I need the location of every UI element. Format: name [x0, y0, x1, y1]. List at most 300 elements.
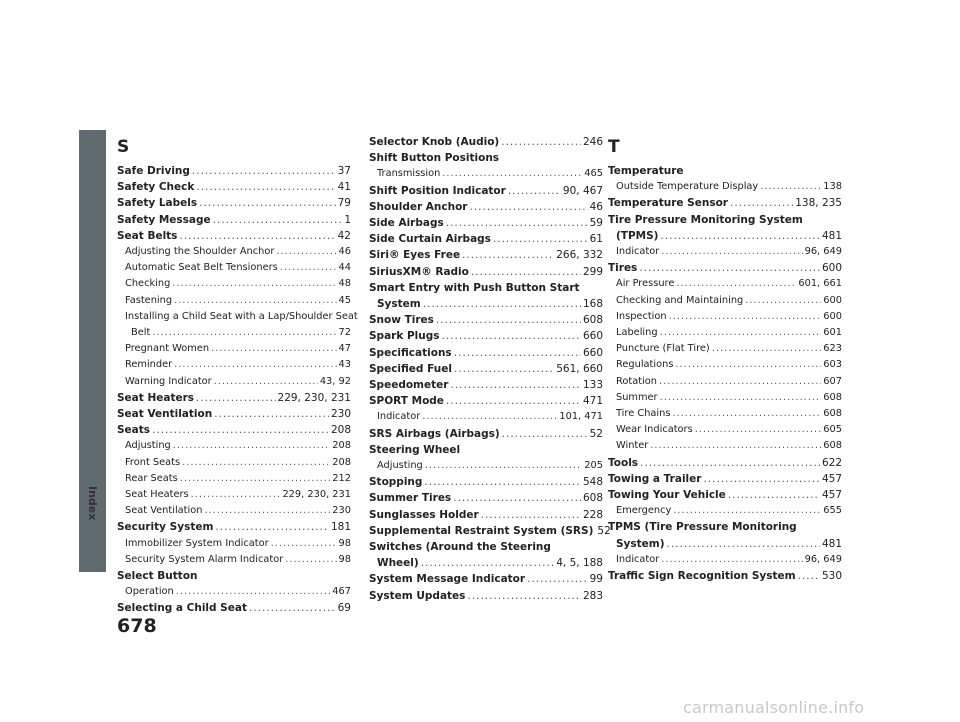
index-entry[interactable]	[369, 166, 603, 182]
index-entry-term: Air Pressure	[616, 278, 675, 290]
index-entry-term: Summer	[616, 391, 658, 403]
index-entry[interactable]	[608, 374, 842, 390]
dot-leader	[213, 212, 343, 228]
dot-leader	[425, 458, 583, 474]
entry-list	[369, 134, 611, 604]
index-entry-term: Select Button	[117, 570, 198, 583]
index-entry-term: Towing a Trailer	[608, 472, 702, 485]
index-entry[interactable]	[608, 341, 842, 357]
index-entry-term: Reminder	[125, 359, 173, 371]
index-column-2	[369, 134, 611, 604]
section-letter-s: S	[117, 137, 130, 157]
index-entry-term: Regulations	[616, 359, 674, 371]
index-entry[interactable]	[117, 536, 351, 552]
index-entry-term: Wear Indicators	[616, 424, 693, 436]
index-entry-term: Seat Heaters	[117, 391, 195, 404]
dot-leader	[659, 374, 821, 390]
dot-leader	[214, 406, 329, 422]
index-entry-term: Temperature Sensor	[608, 197, 728, 210]
index-entry-term: Puncture (Flat Tire)	[616, 343, 710, 355]
index-entry-pages: 608	[823, 391, 842, 403]
index-entry-pages: 608	[582, 492, 603, 505]
index-entry[interactable]	[369, 280, 603, 296]
index-entry[interactable]	[369, 247, 603, 263]
dot-leader	[152, 325, 336, 341]
index-entry[interactable]	[117, 179, 351, 195]
index-entry[interactable]	[369, 523, 611, 539]
index-entry[interactable]	[117, 503, 351, 519]
dot-leader	[182, 455, 330, 471]
dot-leader	[446, 215, 588, 231]
dot-leader	[462, 247, 554, 263]
index-entry-term: SRS Airbags (Airbags)	[369, 427, 500, 440]
index-entry[interactable]	[608, 519, 842, 535]
index-entry[interactable]	[608, 552, 842, 568]
dot-leader	[215, 519, 329, 535]
index-entry[interactable]	[608, 244, 842, 260]
index-entry-pages: 246	[582, 136, 603, 148]
index-entry-term: TPMS (Tire Pressure Monitoring	[608, 521, 797, 534]
index-entry-term: Security System Alarm Indicator	[125, 553, 284, 565]
dot-leader	[728, 487, 820, 503]
index-entry-pages: 548	[582, 476, 603, 489]
index-entry-pages: 79	[337, 197, 351, 210]
index-entry[interactable]	[608, 487, 842, 503]
index-entry[interactable]	[117, 341, 351, 357]
index-entry-term: Safe Driving	[117, 165, 190, 177]
dot-leader	[703, 471, 820, 487]
index-entry-term: Indicator	[616, 246, 660, 258]
index-entry[interactable]	[117, 309, 358, 325]
dot-leader	[508, 183, 561, 199]
index-entry-term: Seats	[117, 424, 151, 437]
dot-leader	[204, 503, 330, 519]
index-entry[interactable]	[369, 377, 603, 393]
index-entry[interactable]	[608, 471, 842, 487]
dot-leader	[501, 134, 581, 150]
index-entry-term: Steering Wheel	[369, 443, 461, 456]
index-entry[interactable]	[369, 442, 603, 458]
index-entry-pages: 608	[823, 408, 842, 420]
index-entry[interactable]	[117, 390, 351, 406]
index-entry[interactable]	[608, 536, 842, 552]
dot-leader	[442, 328, 581, 344]
dot-leader	[211, 341, 336, 357]
index-entry-term: Indicator	[377, 411, 421, 423]
dot-leader	[669, 309, 822, 325]
index-entry-term: Smart Entry with Push Button Start	[369, 281, 580, 294]
index-entry-term: Tools	[608, 456, 639, 469]
index-entry-term: Belt	[131, 327, 151, 339]
dot-leader	[660, 228, 819, 244]
dot-leader	[172, 276, 336, 292]
index-entry-term: (TPMS)	[616, 229, 659, 242]
index-entry-term: Adjusting	[125, 440, 171, 452]
index-entry-pages: 561, 660	[556, 362, 603, 375]
index-entry[interactable]	[608, 503, 842, 519]
index-entry-pages: 600	[823, 310, 842, 322]
index-entry[interactable]	[608, 212, 842, 228]
dot-leader	[672, 406, 821, 422]
index-entry-term: Pregnant Women	[125, 343, 210, 355]
index-entry[interactable]	[117, 374, 351, 390]
index-entry-pages: 1	[344, 213, 351, 226]
index-entry[interactable]	[117, 487, 351, 503]
index-entry-term: Supplemental Restraint System (SRS)	[369, 524, 594, 537]
index-entry-term: Snow Tires	[369, 314, 434, 327]
index-entry-term: Sunglasses Holder	[369, 508, 479, 521]
dot-leader	[191, 487, 281, 503]
index-entry[interactable]	[608, 228, 842, 244]
index-entry-term: Switches (Around the Steering	[369, 541, 551, 554]
index-entry-pages: 43	[338, 359, 351, 371]
index-entry-pages: 607	[823, 375, 842, 387]
index-entry[interactable]	[608, 179, 842, 195]
index-entry-term: Summer Tires	[369, 492, 452, 505]
index-entry-term: Safety Message	[117, 213, 211, 226]
index-entry-term: Emergency	[616, 505, 672, 517]
index-entry-pages: 283	[582, 589, 603, 602]
dot-leader	[527, 571, 588, 587]
index-entry-term: Traffic Sign Recognition System	[608, 570, 796, 583]
index-entry-pages: 600	[823, 294, 842, 306]
index-entry-term: Tires	[608, 262, 638, 275]
index-entry[interactable]	[369, 539, 603, 555]
index-entry-pages: 660	[582, 346, 603, 359]
index-entry-pages: 229, 230, 231	[282, 489, 351, 501]
dot-leader	[179, 228, 335, 244]
index-entry-pages: 69	[337, 602, 351, 615]
index-entry-pages: 481	[821, 537, 842, 550]
dot-leader	[667, 536, 820, 552]
dot-leader	[192, 163, 336, 179]
index-column-3	[608, 134, 842, 584]
dot-leader	[745, 293, 821, 309]
index-entry-term: Tire Chains	[616, 408, 671, 420]
index-entry-term: Inspection	[616, 310, 667, 322]
dot-leader	[176, 584, 331, 600]
index-entry[interactable]	[117, 422, 351, 438]
index-entry-pages: 168	[582, 298, 603, 311]
index-entry[interactable]	[369, 490, 603, 506]
dot-leader	[424, 474, 581, 490]
dot-leader	[249, 600, 336, 616]
index-entry-term: Seat Ventilation	[125, 505, 203, 517]
index-entry-term: System	[377, 298, 421, 311]
dot-leader	[196, 179, 335, 195]
index-entry[interactable]	[117, 406, 351, 422]
dot-leader	[196, 390, 276, 406]
index-entry[interactable]	[608, 195, 842, 211]
index-entry-pages: 48	[338, 278, 351, 290]
index-entry-term: Seat Ventilation	[117, 408, 213, 421]
section-letter-t: T	[608, 137, 620, 157]
index-entry-term: Checking and Maintaining	[616, 294, 744, 306]
index-entry-pages: 52	[589, 427, 603, 440]
index-entry[interactable]	[117, 212, 351, 228]
index-entry-term: Security System	[117, 521, 214, 534]
index-entry-term: SPORT Mode	[369, 395, 444, 408]
dot-leader	[214, 374, 318, 390]
index-entry[interactable]	[608, 390, 842, 406]
watermark-text: carmanualsonline.info	[683, 698, 865, 717]
index-entry-term: Rotation	[616, 375, 657, 387]
dot-leader	[276, 244, 336, 260]
entry-list	[608, 163, 842, 584]
index-entry[interactable]	[369, 507, 603, 523]
index-entry-pages: 47	[338, 343, 351, 355]
dot-leader	[285, 552, 336, 568]
index-entry-pages: 266, 332	[556, 249, 603, 262]
entry-list	[117, 163, 358, 617]
index-entry-pages: 42	[337, 229, 351, 242]
index-entry-pages: 72	[338, 327, 351, 339]
index-entry[interactable]	[117, 552, 351, 568]
index-entry[interactable]	[369, 409, 603, 425]
index-entry-term: Safety Check	[117, 181, 195, 194]
index-entry-pages: 46	[589, 200, 603, 213]
index-entry[interactable]	[608, 325, 842, 341]
index-entry-pages: 37	[337, 165, 351, 177]
index-entry-pages: 212	[332, 472, 351, 484]
index-entry-term: System)	[616, 537, 665, 550]
dot-leader	[640, 455, 820, 471]
index-entry[interactable]	[117, 276, 351, 292]
index-entry-term: Adjusting	[377, 460, 423, 472]
index-entry-term: Transmission	[377, 168, 441, 180]
index-entry-pages: 133	[582, 379, 603, 392]
index-entry-term: Shoulder Anchor	[369, 200, 468, 213]
dot-leader	[174, 293, 336, 309]
index-entry-term: Labeling	[616, 327, 658, 339]
index-entry[interactable]	[369, 571, 603, 587]
index-entry-term: Seat Belts	[117, 229, 178, 242]
index-entry-pages: 208	[332, 440, 351, 452]
index-entry-term: SiriusXM® Radio	[369, 265, 469, 278]
dot-leader	[422, 409, 557, 425]
index-entry-term: Selecting a Child Seat	[117, 602, 247, 615]
index-entry[interactable]	[117, 455, 351, 471]
index-entry-term: Selector Knob (Audio)	[369, 136, 500, 148]
dot-leader	[661, 244, 802, 260]
index-entry[interactable]	[608, 422, 842, 438]
index-entry[interactable]	[117, 519, 351, 535]
index-entry-term: Immobilizer System Indicator	[125, 537, 269, 549]
dot-leader	[695, 422, 822, 438]
index-entry-term: Wheel)	[377, 557, 419, 570]
index-entry-term: Towing Your Vehicle	[608, 489, 726, 502]
index-entry[interactable]	[117, 325, 351, 341]
index-entry-term: Side Airbags	[369, 217, 444, 230]
index-entry-term: Side Curtain Airbags	[369, 233, 491, 246]
index-entry-term: Outside Temperature Display	[616, 181, 759, 193]
index-entry-pages: 45	[338, 294, 351, 306]
index-entry-pages: 299	[582, 265, 603, 278]
index-entry[interactable]	[608, 455, 842, 471]
index-entry-pages: 601	[823, 327, 842, 339]
index-entry-pages: 99	[589, 573, 603, 586]
index-entry[interactable]	[369, 458, 603, 474]
dot-leader	[450, 377, 581, 393]
index-entry[interactable]	[369, 264, 603, 280]
index-entry[interactable]	[608, 276, 842, 292]
index-entry[interactable]	[117, 244, 351, 260]
index-entry-term: Siri® Eyes Free	[369, 249, 461, 262]
index-entry-pages: 43, 92	[319, 375, 351, 387]
dot-leader	[421, 555, 555, 571]
index-entry-pages: 205	[584, 460, 603, 472]
dot-leader	[712, 341, 822, 357]
index-entry-pages: 101, 471	[559, 411, 603, 423]
index-entry-pages: 600	[821, 262, 842, 275]
index-entry[interactable]	[608, 357, 842, 373]
index-entry[interactable]	[608, 309, 842, 325]
dot-leader	[470, 199, 588, 215]
index-entry-term: Shift Button Positions	[369, 152, 500, 165]
index-entry-term: Automatic Seat Belt Tensioners	[125, 262, 278, 274]
index-entry-pages: 52	[597, 524, 611, 537]
dot-leader	[660, 325, 822, 341]
index-entry[interactable]	[608, 293, 842, 309]
index-entry-pages: 457	[821, 472, 842, 485]
index-column-1	[117, 134, 358, 617]
index-entry[interactable]	[369, 296, 603, 312]
index-entry-pages: 229, 230, 231	[277, 391, 351, 404]
index-entry[interactable]	[117, 195, 351, 211]
index-entry-term: Specifications	[369, 346, 452, 359]
index-entry-term: Speedometer	[369, 379, 449, 392]
index-entry[interactable]	[608, 438, 842, 454]
dot-leader	[446, 393, 581, 409]
index-entry[interactable]	[608, 260, 842, 276]
index-entry[interactable]	[117, 568, 351, 584]
dot-leader	[280, 260, 337, 276]
index-entry[interactable]	[608, 163, 842, 179]
index-entry[interactable]	[369, 588, 603, 604]
dot-leader	[174, 357, 336, 373]
index-entry[interactable]	[369, 426, 603, 442]
index-entry[interactable]	[117, 228, 351, 244]
page-number: 678	[117, 615, 157, 637]
dot-leader	[760, 179, 821, 195]
index-entry-pages: 601, 661	[798, 278, 842, 290]
dot-leader	[454, 361, 554, 377]
index-entry[interactable]	[369, 199, 603, 215]
index-entry[interactable]	[117, 471, 351, 487]
index-entry-pages: 208	[330, 424, 351, 437]
index-entry-pages: 208	[332, 456, 351, 468]
dot-leader	[467, 588, 581, 604]
index-entry-term: Adjusting the Shoulder Anchor	[125, 246, 275, 258]
index-entry[interactable]	[369, 345, 603, 361]
index-entry-pages: 96, 649	[804, 246, 842, 258]
index-entry-pages: 44	[338, 262, 351, 274]
index-entry-term: Operation	[125, 586, 174, 598]
index-entry[interactable]	[369, 134, 603, 150]
index-entry-pages: 96, 649	[804, 553, 842, 565]
index-entry-term: Safety Labels	[117, 197, 198, 210]
index-entry[interactable]	[117, 357, 351, 373]
index-entry-pages: 41	[337, 181, 351, 194]
dot-leader	[676, 276, 796, 292]
index-entry-pages: 622	[821, 456, 842, 469]
index-entry-pages: 467	[332, 586, 351, 598]
index-entry-term: Warning Indicator	[125, 375, 212, 387]
dot-leader	[673, 503, 821, 519]
index-entry-pages: 608	[823, 440, 842, 452]
index-entry-term: Installing a Child Seat with a Lap/Shoulder Seat	[125, 310, 358, 322]
index-entry-pages: 623	[823, 343, 842, 355]
index-entry-pages: 61	[589, 233, 603, 246]
dot-leader	[453, 490, 581, 506]
index-entry-pages: 605	[823, 424, 842, 436]
dot-leader	[675, 357, 821, 373]
index-entry[interactable]	[369, 150, 603, 166]
index-entry[interactable]	[369, 474, 603, 490]
index-entry-pages: 181	[330, 521, 351, 534]
index-entry[interactable]	[117, 438, 351, 454]
index-entry-pages: 59	[589, 217, 603, 230]
index-entry-pages: 230	[332, 505, 351, 517]
index-entry-term: Front Seats	[125, 456, 181, 468]
index-entry[interactable]	[608, 406, 842, 422]
index-entry[interactable]	[117, 260, 351, 276]
index-entry-pages: 138, 235	[795, 197, 842, 210]
dot-leader	[471, 264, 581, 280]
dot-leader	[730, 195, 793, 211]
dot-leader	[639, 260, 820, 276]
index-entry-term: Temperature	[608, 165, 684, 177]
index-entry-pages: 603	[823, 359, 842, 371]
dot-leader	[423, 296, 581, 312]
dot-leader	[152, 422, 329, 438]
index-entry[interactable]	[608, 568, 842, 584]
index-entry[interactable]	[369, 393, 603, 409]
index-entry-pages: 530	[821, 570, 842, 583]
index-entry[interactable]	[117, 584, 351, 600]
index-entry[interactable]	[117, 293, 351, 309]
index-entry-pages: 608	[582, 314, 603, 327]
index-entry[interactable]	[369, 328, 603, 344]
index-entry[interactable]	[369, 231, 603, 247]
dot-leader	[173, 438, 331, 454]
index-entry-pages: 98	[338, 537, 351, 549]
index-entry-term: Stopping	[369, 476, 423, 489]
index-entry-pages: 4, 5, 188	[556, 557, 603, 570]
index-entry[interactable]	[369, 361, 603, 377]
index-entry[interactable]	[369, 215, 603, 231]
dot-leader	[481, 507, 581, 523]
index-entry-term: Specified Fuel	[369, 362, 452, 375]
index-side-label: Index	[86, 486, 99, 521]
index-entry-pages: 138	[823, 181, 842, 193]
dot-leader	[180, 471, 331, 487]
dot-leader	[493, 231, 588, 247]
index-entry-pages: 660	[582, 330, 603, 343]
index-entry-term: Tire Pressure Monitoring System	[608, 213, 803, 226]
index-entry-term: Rear Seats	[125, 472, 178, 484]
dot-leader	[442, 166, 582, 182]
index-entry[interactable]	[369, 312, 603, 328]
index-entry-pages: 457	[821, 489, 842, 502]
dot-leader	[199, 195, 336, 211]
index-entry-pages: 465	[584, 168, 603, 180]
index-entry-pages: 655	[823, 505, 842, 517]
index-entry[interactable]	[369, 183, 603, 199]
index-entry[interactable]	[369, 555, 603, 571]
index-entry[interactable]	[117, 163, 351, 179]
index-entry-pages: 46	[338, 246, 351, 258]
